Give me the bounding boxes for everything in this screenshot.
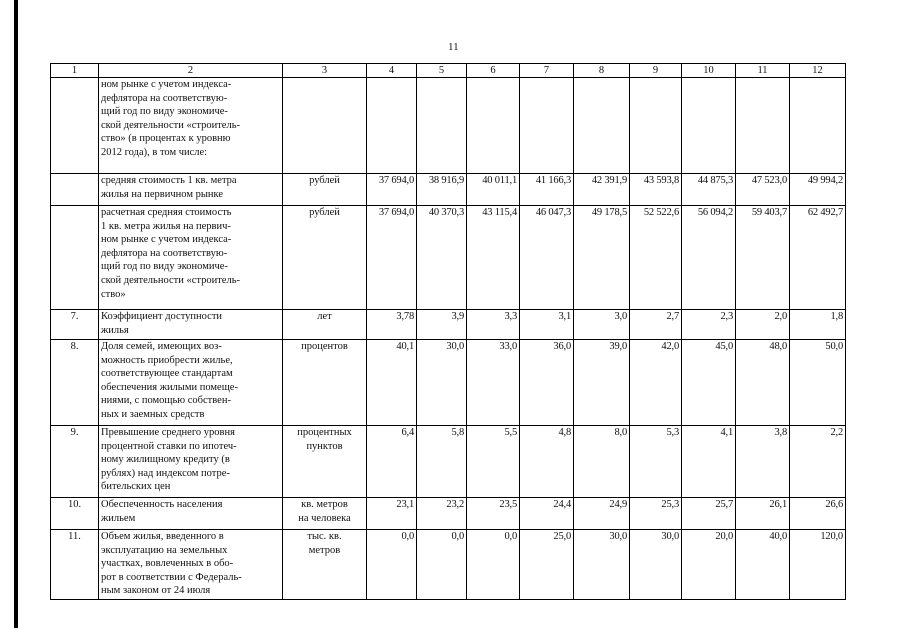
value-cell: 26,1 [736,498,790,530]
left-margin-rule [14,0,18,628]
value-cell: 3,1 [520,310,574,340]
value-cell: 20,0 [682,530,736,600]
column-header: 7 [520,64,574,78]
value-cell: 0,0 [417,530,467,600]
value-cell: 49 178,5 [574,206,630,310]
value-cell: 25,0 [520,530,574,600]
unit-cell: рублей [283,174,367,206]
value-cell: 37 694,0 [367,206,417,310]
value-cell: 8,0 [574,426,630,498]
value-cell: 43 593,8 [630,174,682,206]
unit-cell: кв. метров на человека [283,498,367,530]
value-cell: 43 115,4 [467,206,520,310]
value-cell [367,78,417,174]
value-cell: 45,0 [682,340,736,426]
value-cell: 24,9 [574,498,630,530]
indicator-name-cell: Коэффициент доступности жилья [99,310,283,340]
value-cell: 48,0 [736,340,790,426]
value-cell: 0,0 [467,530,520,600]
unit-cell: процентных пунктов [283,426,367,498]
column-header: 1 [51,64,99,78]
indicator-name-cell: Превышение среднего уровня процентной ставки по ипотеч- ному жилищному кредиту (в рублях) над индексом потре- бительских цен [99,426,283,498]
value-cell: 26,6 [790,498,846,530]
value-cell: 56 094,2 [682,206,736,310]
row-number-cell: 10. [51,498,99,530]
value-cell: 44 875,3 [682,174,736,206]
value-cell: 62 492,7 [790,206,846,310]
value-cell [682,78,736,174]
table-row [51,174,846,206]
value-cell [574,78,630,174]
column-header: 6 [467,64,520,78]
value-cell [520,78,574,174]
unit-cell: рублей [283,206,367,310]
value-cell: 42,0 [630,340,682,426]
indicator-name-cell: Доля семей, имеющих воз- можность приобрести жилье, соответствующее стандартам обеспечения жилыми помеще- ниями, с помощью собствен- ных и заемных средств [99,340,283,426]
value-cell: 23,5 [467,498,520,530]
value-cell: 5,5 [467,426,520,498]
table-row [51,426,846,498]
column-header: 8 [574,64,630,78]
column-header: 9 [630,64,682,78]
row-number-cell [51,206,99,310]
unit-cell [283,78,367,174]
value-cell: 1,8 [790,310,846,340]
value-cell: 42 391,9 [574,174,630,206]
value-cell: 0,0 [367,530,417,600]
value-cell: 50,0 [790,340,846,426]
value-cell: 37 694,0 [367,174,417,206]
column-header: 11 [736,64,790,78]
value-cell [467,78,520,174]
value-cell: 2,3 [682,310,736,340]
indicator-name-cell: Обеспеченность населения жильем [99,498,283,530]
value-cell: 40 370,3 [417,206,467,310]
table-row [51,340,846,426]
value-cell: 33,0 [467,340,520,426]
table-row [51,498,846,530]
value-cell: 6,4 [367,426,417,498]
value-cell: 5,8 [417,426,467,498]
row-number-cell: 8. [51,340,99,426]
table-row [51,206,846,310]
column-header: 3 [283,64,367,78]
value-cell: 59 403,7 [736,206,790,310]
header-row [51,64,846,78]
value-cell: 23,2 [417,498,467,530]
value-cell: 40,0 [736,530,790,600]
indicator-name-cell: расчетная средняя стоимость 1 кв. метра жилья на первич- ном рынке с учетом индекса- дефлятора на соответствую- щий год по виду экономиче- ской деятельности «строитель- ство» [99,206,283,310]
table-row [51,78,846,174]
value-cell: 120,0 [790,530,846,600]
unit-cell: тыс. кв. метров [283,530,367,600]
value-cell: 2,2 [790,426,846,498]
unit-cell: лет [283,310,367,340]
row-number-cell [51,78,99,174]
value-cell: 5,3 [630,426,682,498]
indicator-name-cell: средняя стоимость 1 кв. метра жилья на первичном рынке [99,174,283,206]
column-header: 4 [367,64,417,78]
column-header: 5 [417,64,467,78]
value-cell: 3,8 [736,426,790,498]
value-cell [630,78,682,174]
table-row [51,530,846,600]
indicator-name-cell: ном рынке с учетом индекса- дефлятора на соответствую- щий год по виду экономиче- ской деятельности «строитель- ство» (в процентах к уровню 2012 года), в том числе: [99,78,283,174]
value-cell: 24,4 [520,498,574,530]
value-cell: 52 522,6 [630,206,682,310]
value-cell: 30,0 [417,340,467,426]
value-cell: 40 011,1 [467,174,520,206]
value-cell: 2,7 [630,310,682,340]
value-cell: 40,1 [367,340,417,426]
table-row [51,310,846,340]
value-cell: 36,0 [520,340,574,426]
value-cell: 23,1 [367,498,417,530]
value-cell: 4,1 [682,426,736,498]
value-cell [736,78,790,174]
value-cell: 2,0 [736,310,790,340]
column-header: 12 [790,64,846,78]
value-cell: 4,8 [520,426,574,498]
value-cell: 38 916,9 [417,174,467,206]
row-number-cell: 7. [51,310,99,340]
row-number-cell [51,174,99,206]
column-header: 2 [99,64,283,78]
value-cell: 49 994,2 [790,174,846,206]
row-number-cell: 9. [51,426,99,498]
value-cell [417,78,467,174]
value-cell: 47 523,0 [736,174,790,206]
value-cell: 3,3 [467,310,520,340]
value-cell: 3,78 [367,310,417,340]
value-cell: 46 047,3 [520,206,574,310]
column-header: 10 [682,64,736,78]
value-cell: 25,3 [630,498,682,530]
value-cell: 41 166,3 [520,174,574,206]
value-cell: 30,0 [630,530,682,600]
indicator-table [50,63,846,600]
unit-cell: процентов [283,340,367,426]
row-number-cell: 11. [51,530,99,600]
value-cell: 39,0 [574,340,630,426]
page-number: 11 [448,41,459,53]
value-cell: 3,0 [574,310,630,340]
value-cell [790,78,846,174]
indicator-name-cell: Объем жилья, введенного в эксплуатацию на земельных участках, вовлеченных в обо- рот в соответствии с Федераль- ным законом от 24 июля [99,530,283,600]
value-cell: 3,9 [417,310,467,340]
value-cell: 30,0 [574,530,630,600]
value-cell: 25,7 [682,498,736,530]
